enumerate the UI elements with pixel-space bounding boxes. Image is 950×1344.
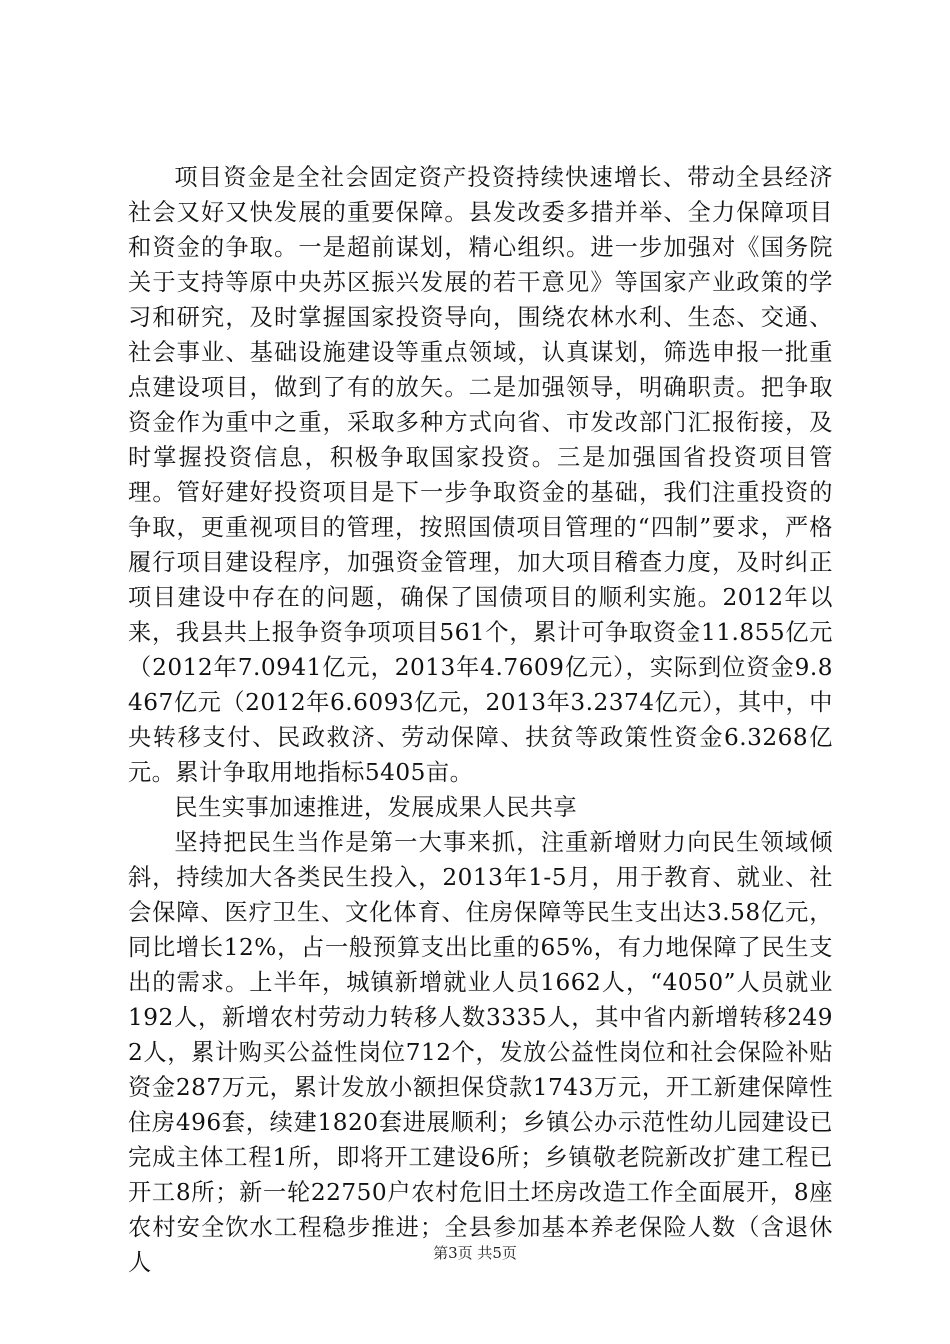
paragraph-livelihood: 坚持把民生当作是第一大事来抓，注重新增财力向民生领域倾斜，持续加大各类民生投入，2013年1-5月，用于教育、就业、社会保障、医疗卫生、文化体育、住房保障等民生支出达3.58亿元，同比增长12%，占一般预算支出比重的65%，有力地保障了民生支出的需求。上半年，城镇新增就业人员1662人，“4050”人员就业192人，新增农村劳动力转移人数3335人，其中省内新增转移2492人，累计购买公益性岗位712个，发放公益性岗位和社会保险补贴资金287万元，累计发放小额担保贷款1743万元，开工新建保障性住房496套，续建1820套进展顺利；乡镇公办示范性幼儿园建设已完成主体工程1所，即将开工建设6所；乡镇敬老院新改扩建工程已开工8所；新一轮22750户农村危旧土坯房改造工作全面展开，8座农村安全饮水工程稳步推进；全县参加基本养老保险人数（含退休人 <box>128 829 833 1276</box>
section-heading-livelihood: 民生实事加速推进，发展成果人民共享 <box>174 794 578 821</box>
paragraph-project-funds: 项目资金是全社会固定资产投资持续快速增长、带动全县经济社会又好又快发展的重要保障。县发改委多措并举、全力保障项目和资金的争取。一是超前谋划，精心组织。进一步加强对《国务院关于支持等原中央苏区振兴发展的若干意见》等国家产业政策的学习和研究，及时掌握国家投资导向，围绕农林水利、生态、交通、社会事业、基础设施建设等重点领域，认真谋划，筛选申报一批重点建设项目，做到了有的放矢。二是加强领导，明确职责。把争取资金作为重中之重，采取多种方式向省、市发改部门汇报衔接，及时掌握投资信息，积极争取国家投资。三是加强国省投资项目管理。管好建好投资项目是下一步争取资金的基础，我们注重投资的争取，更重视项目的管理，按照国债项目管理的“四制”要求，严格履行项目建设程序，加强资金管理，加大项目稽查力度，及时纠正项目建设中存在的问题，确保了国债项目的顺利实施。2012年以来，我县共上报争资争项项目561个，累计可争取资金11.855亿元（2012年7.0941亿元，2013年4.7609亿元），实际到位资金9.8467亿元（2012年6.6093亿元，2013年3.2374亿元），其中，中央转移支付、民政救济、劳动保障、扶贫等政策性资金6.3268亿元。累计争取用地指标5405亩。 <box>128 164 833 786</box>
document-body <box>128 160 833 1280</box>
page-footer: 第3页 共5页 <box>433 1244 517 1262</box>
